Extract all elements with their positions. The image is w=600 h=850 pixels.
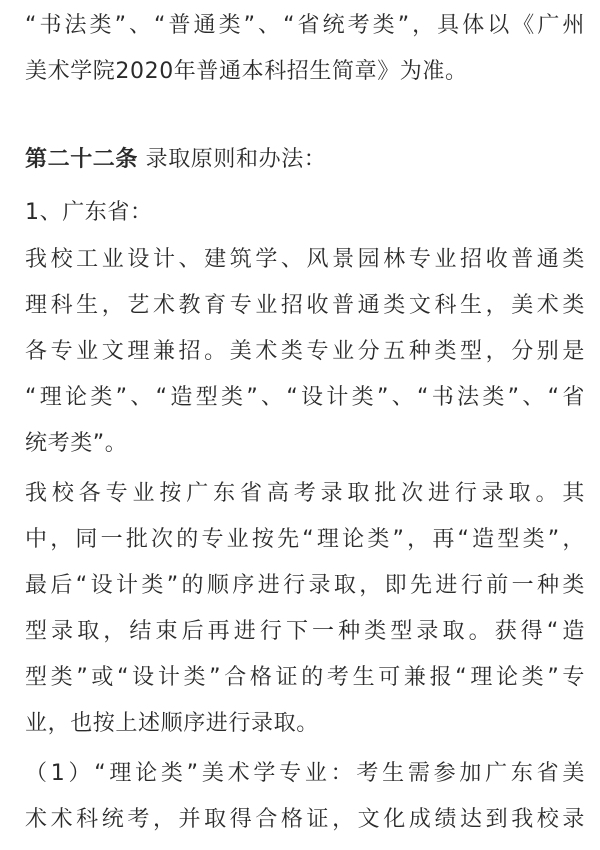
paragraph-line-8: 各专业文理兼招。美术类专业分五种类型，分别是 <box>25 339 585 364</box>
paragraph-line-15: 型类”或“设计类”合格证的考生可兼报“理论类”专 <box>25 665 585 690</box>
paragraph-line-18: 术术科统考，并取得合格证，文化成绩达到我校录 <box>25 807 585 832</box>
paragraph-line-14: 型录取，结束后再进行下一种类型录取。获得“造 <box>25 619 585 644</box>
paragraph-line-6: 我校工业设计、建筑学、风景园林专业招收普通类 <box>25 247 585 272</box>
article-title: 录取原则和办法： <box>145 147 327 172</box>
paragraph-line-12: 中，同一批次的专业按先“理论类”，再“造型类”， <box>25 527 585 552</box>
article-heading: 第二十二条 <box>25 147 139 172</box>
section-heading-guangdong: 1、广东省： <box>25 200 153 225</box>
paragraph-line-16: 业，也按上述顺序进行录取。 <box>25 711 319 736</box>
paragraph-line-13: 最后“设计类”的顺序进行录取，即先进行前一种类 <box>25 573 585 598</box>
paragraph-line-17: （1）“理论类”美术学专业：考生需参加广东省美 <box>25 761 585 786</box>
article-heading-line <box>25 140 585 180</box>
paragraph-line-11: 我校各专业按广东省高考录取批次进行录取。其 <box>25 481 585 506</box>
paragraph-line-10: 统考类”。 <box>25 431 128 456</box>
paragraph-line-1: “书法类”、“普通类”、“省统考类”，具体以《广州 <box>25 13 585 38</box>
paragraph-line-2: 美术学院2020年普通本科招生简章》为准。 <box>25 59 468 84</box>
paragraph-line-9: “理论类”、“造型类”、“设计类”、“书法类”、“省 <box>25 385 585 410</box>
paragraph-line-7: 理科生，艺术教育专业招收普通类文科生，美术类 <box>25 293 585 318</box>
